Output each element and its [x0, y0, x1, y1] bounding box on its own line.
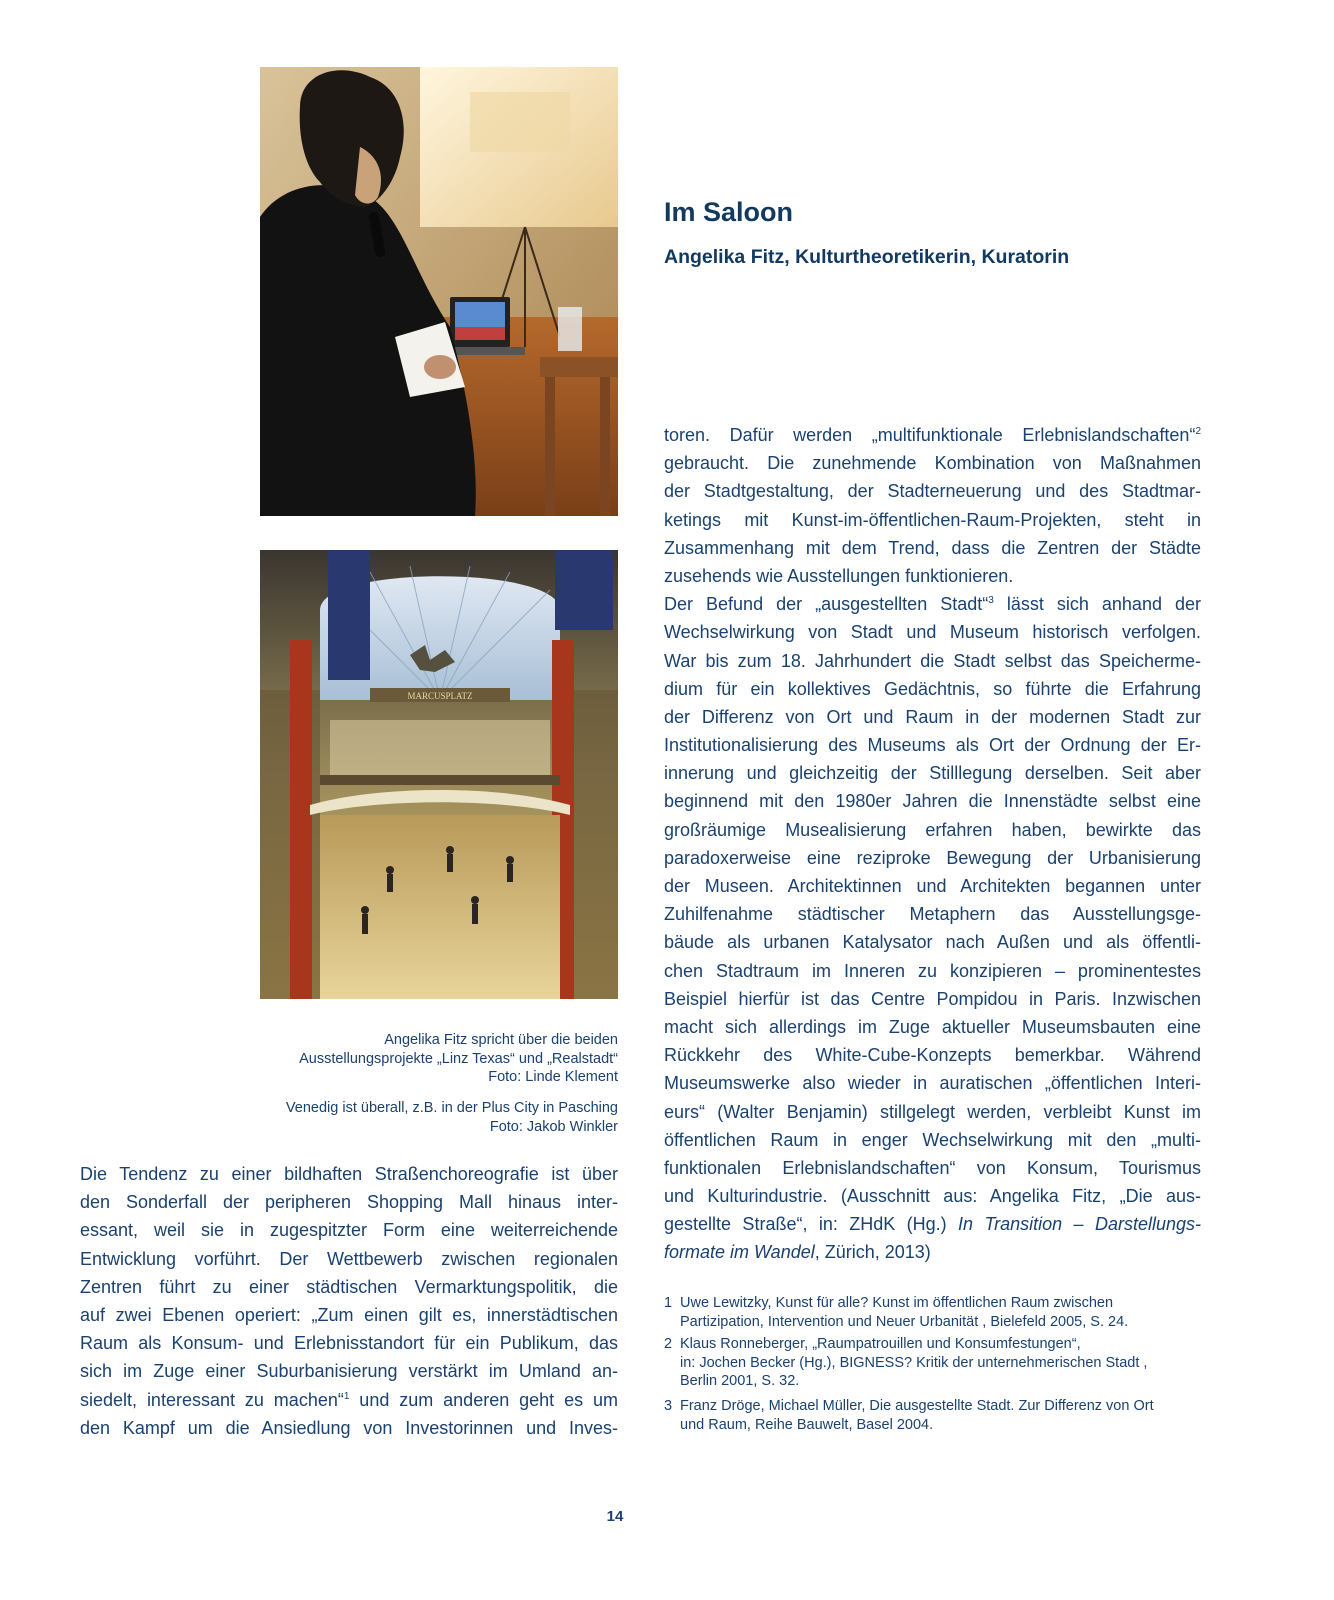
text-line: sich im Zuge einer Suburbanisierung verstärkt im Umland an- — [80, 1361, 618, 1382]
text-line: Rückkehr des White-Cube-Konzepts bemerkbar. Während — [664, 1045, 1201, 1066]
caption-credit: Foto: Jakob Winkler — [489, 1118, 618, 1135]
footnote-3 — [664, 1397, 1204, 1434]
text-line: Zentren führt zu einer städtischen Vermarktungspolitik, die — [80, 1276, 618, 1297]
text-line: Museumswerke also wieder in auratischen „öffentlichen Interi- — [664, 1073, 1201, 1094]
text-line: der Differenz von Ort und Raum in der modernen Stadt zur — [664, 706, 1201, 727]
photo-caption-speaker — [200, 1031, 618, 1087]
text-line: beginnend mit den 1980er Jahren die Innenstädte selbst eine — [664, 791, 1201, 812]
footnote-line: in: Jochen Becker (Hg.), BIGNESS? Kritik der unternehmerischen Stadt , — [680, 1354, 1148, 1371]
text-line: der Stadtgestaltung, der Stadterneuerung und des Stadtmar- — [664, 481, 1201, 502]
footnote-number: 2 — [664, 1336, 673, 1352]
mall-photo — [260, 550, 618, 999]
text-line — [664, 590, 1201, 618]
footnote-line: Franz Dröge, Michael Müller, Die ausgestellte Stadt. Zur Differenz von Ort — [680, 1398, 1154, 1414]
text-line: paradoxerweise eine reziproke Bewegung der Urbanisierung — [664, 847, 1201, 868]
photo-caption-mall — [200, 1099, 618, 1136]
text-line: bäude als urbanen Katalysator nach Außen und als öffentli- — [664, 932, 1201, 953]
caption-credit: Foto: Linde Klement — [488, 1069, 618, 1085]
text-line: essant, weil sie in zugespitzter Form eine weiterreichende — [80, 1220, 618, 1241]
text-line: Institutionalisierung des Museums als Ort der Ordnung der Er- — [664, 735, 1201, 756]
text-line: Raum als Konsum- und Erlebnisstandort für ein Publikum, das — [80, 1333, 618, 1354]
footnote-number: 1 — [664, 1295, 673, 1311]
body-text-right — [664, 421, 1201, 1267]
text-line: Entwicklung vorführt. Der Wettbewerb zwischen regionalen — [80, 1248, 618, 1269]
footnote-line: und Raum, Reihe Bauwelt, Basel 2004. — [680, 1416, 934, 1433]
text-line: den Sonderfall der peripheren Shopping Mall hinaus inter- — [80, 1192, 618, 1213]
caption-line: Ausstellungsprojekte „Linz Texas“ und „Realstadt“ — [299, 1050, 618, 1067]
text-segment: lässt sich anhand der — [993, 594, 1201, 615]
speaker-photo — [260, 67, 618, 516]
footnote-1 — [664, 1294, 1204, 1331]
text-segment: siedelt, interessant zu machen“ — [80, 1389, 344, 1410]
text-line: eurs“ (Walter Benjamin) stillgelegt werden, verbleibt Kunst im — [664, 1101, 1201, 1122]
footnote-ref: 1 — [343, 1390, 350, 1402]
body-text-left — [80, 1160, 618, 1442]
footnote-2 — [664, 1335, 1204, 1391]
page-number: 14 — [606, 1508, 624, 1525]
text-segment: und zum anderen geht es um — [349, 1389, 618, 1410]
mall-sign-text: MARCUSPLATZ — [407, 691, 473, 701]
text-line — [664, 1238, 1201, 1266]
footnote-ref: 2 — [1195, 426, 1201, 437]
caption-line: Angelika Fitz spricht über die beiden — [384, 1032, 618, 1048]
text-line: öffentlichen Raum in enger Wechselwirkung mit den „multi- — [664, 1129, 1201, 1150]
text-line: Die Tendenz zu einer bildhaften Straßenchoreografie ist über — [80, 1164, 618, 1184]
text-line: Zusammenhang mit dem Trend, dass die Zentren der Städte — [664, 537, 1201, 558]
text-line: Beispiel hierfür ist das Centre Pompidou in Paris. Inzwischen — [664, 988, 1201, 1009]
article-subtitle: Angelika Fitz, Kulturtheoretikerin, Kuratorin — [664, 246, 1070, 268]
text-line: gebraucht. Die zunehmende Kombination von Maßnahmen — [664, 453, 1201, 474]
footnote-ref: 3 — [988, 595, 994, 607]
footnote-line: Berlin 2001, S. 32. — [680, 1373, 800, 1389]
text-line: großräumige Musealisierung erfahren haben, bewirkte das — [664, 819, 1201, 840]
book-title: In Transition – Darstellungs- — [958, 1214, 1201, 1235]
text-segment: Der Befund der „ausgestellten Stadt“ — [664, 594, 989, 615]
text-line: und Kulturindustrie. (Ausschnitt aus: Angelika Fitz, „Die aus- — [664, 1186, 1201, 1207]
text-line: ketings mit Kunst-im-öffentlichen-Raum-Projekten, steht in — [664, 509, 1201, 530]
text-line: Zuhilfenahme städtischer Metaphern das Ausstellungsge- — [664, 904, 1201, 925]
footnote-number: 3 — [664, 1398, 673, 1414]
text-segment: gestellte Straße“, in: ZHdK (Hg.) — [664, 1214, 959, 1235]
book-title: formate im Wandel — [664, 1242, 815, 1263]
text-line: auf zwei Ebenen operiert: „Zum einen gilt es, innerstädtischen — [80, 1304, 618, 1325]
text-line: chen Stadtraum im Inneren zu konzipieren – prominentestes — [664, 960, 1201, 981]
caption-line: Venedig ist überall, z.B. in der Plus City in Pasching — [285, 1100, 618, 1116]
text-line — [664, 421, 1201, 449]
text-line: Wechselwirkung von Stadt und Museum historisch verfolgen. — [664, 622, 1201, 643]
text-line: den Kampf um die Ansiedlung von Investorinnen und Inves- — [80, 1417, 618, 1438]
text-line: War bis zum 18. Jahrhundert die Stadt selbst das Speicherme- — [664, 650, 1201, 671]
text-segment: toren. Dafür werden „multifunktionale Erlebnislandschaften“ — [664, 425, 1196, 445]
text-line: innerung und gleichzeitig der Stilllegung derselben. Seit aber — [664, 763, 1201, 784]
text-line: funktionalen Erlebnislandschaften“ von Konsum, Tourismus — [664, 1157, 1201, 1178]
text-line — [664, 1210, 1201, 1238]
footnote-line: Klaus Ronneberger, „Raumpatrouillen und Konsumfestungen“, — [680, 1336, 1081, 1352]
text-line: dium für ein kollektives Gedächtnis, so führte die Erfahrung — [664, 678, 1201, 699]
footnote-line: Partizipation, Intervention und Neuer Urbanität , Bielefeld 2005, S. 24. — [680, 1313, 1129, 1330]
footnote-line: Uwe Lewitzky, Kunst für alle? Kunst im öffentlichen Raum zwischen — [680, 1295, 1114, 1311]
text-segment: , Zürich, 2013) — [814, 1242, 931, 1263]
text-line: macht sich allerdings im Zuge aktueller Museumsbauten eine — [664, 1016, 1201, 1037]
text-line: zusehends wie Ausstellungen funktionieren. — [664, 565, 1014, 586]
text-line — [80, 1386, 618, 1414]
text-line: der Museen. Architektinnen und Architekten begannen unter — [664, 876, 1201, 896]
article-title: Im Saloon — [664, 197, 794, 227]
